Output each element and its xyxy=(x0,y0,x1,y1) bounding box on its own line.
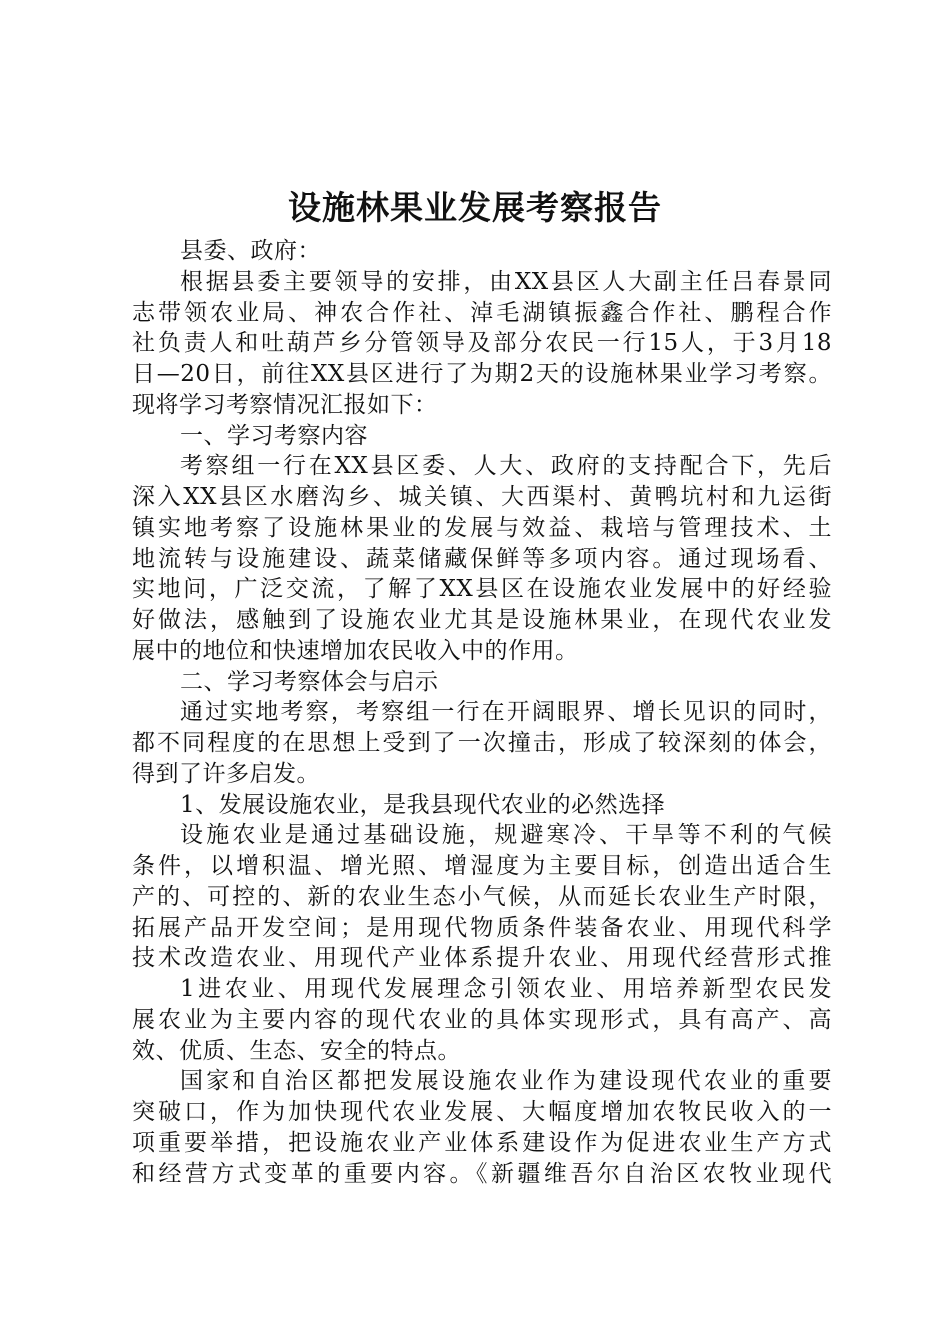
text-line: 项重要举措，把设施农业产业体系建设作为促进农业生产方式 xyxy=(132,1129,832,1156)
text-line: 和经营方式变革的重要内容。《新疆维吾尔自治区农牧业现代 xyxy=(132,1160,832,1187)
text-line: 深入XX县区水磨沟乡、城关镇、大西渠村、黄鸭坑村和九运街 xyxy=(132,484,832,510)
text-line: 都不同程度的在思想上受到了一次撞击，形成了较深刻的体会， xyxy=(132,730,832,756)
text-line: 拓展产品开发空间；是用现代物质条件装备农业、用现代科学 xyxy=(132,914,832,941)
text-line: 得到了许多启发。 xyxy=(132,760,320,787)
text-line: 二、学习考察体会与启示 xyxy=(180,668,439,695)
document-body xyxy=(132,236,832,1189)
text-line: 日—20日，前往XX县区进行了为期2天的设施林果业学习考察。 xyxy=(132,361,832,387)
text-line: 实地问，广泛交流，了解了XX县区在设施农业发展中的好经验 xyxy=(132,576,832,603)
text-line: 镇实地考察了设施林果业的发展与效益、栽培与管理技术、土 xyxy=(132,514,832,541)
text-line: 突破口，作为加快现代农业发展、大幅度增加农牧民收入的一 xyxy=(132,1099,832,1125)
text-line: 1进农业、用现代发展理念引领农业、用培养新型农民发 xyxy=(180,976,832,1002)
text-line: 根据县委主要领导的安排，由XX县区人大副主任吕春景同 xyxy=(180,268,832,295)
text-line: 条件，以增积温、增光照、增湿度为主要目标，创造出适合生 xyxy=(132,853,832,879)
text-line: 展农业为主要内容的现代农业的具体实现形式，具有高产、高 xyxy=(132,1006,832,1033)
text-line: 好做法，感触到了设施农业尤其是设施林果业，在现代农业发 xyxy=(132,607,832,633)
document-title: 设施林果业发展考察报告 xyxy=(288,188,662,227)
text-line: 地流转与设施建设、蔬菜储藏保鲜等多项内容。通过现场看、 xyxy=(132,545,832,572)
text-line: 产的、可控的、新的农业生态小气候，从而延长农业生产时限， xyxy=(132,883,832,910)
text-line: 通过实地考察，考察组一行在开阔眼界、增长见识的同时， xyxy=(180,699,832,726)
text-line: 国家和自治区都把发展设施农业作为建设现代农业的重要 xyxy=(180,1068,832,1095)
text-line: 展中的地位和快速增加农民收入中的作用。 xyxy=(132,637,579,664)
text-line: 技术改造农业、用现代产业体系提升农业、用现代经营形式推 xyxy=(132,945,832,972)
text-line: 县委、政府： xyxy=(180,238,321,264)
text-line: 1、发展设施农业，是我县现代农业的必然选择 xyxy=(180,791,666,818)
text-line: 效、优质、生态、安全的特点。 xyxy=(132,1037,461,1064)
text-line: 社负责人和吐葫芦乡分管领导及部分农民一行15人，于3月18 xyxy=(132,330,832,357)
text-line: 一、学习考察内容 xyxy=(180,422,368,449)
text-line: 现将学习考察情况汇报如下： xyxy=(132,391,438,418)
text-line: 设施农业是通过基础设施，规避寒冷、干旱等不利的气候 xyxy=(180,822,832,849)
text-line: 志带领农业局、神农合作社、淖毛湖镇振鑫合作社、鹏程合作 xyxy=(132,299,832,326)
text-line: 考察组一行在XX县区委、人大、政府的支持配合下，先后 xyxy=(180,453,832,480)
